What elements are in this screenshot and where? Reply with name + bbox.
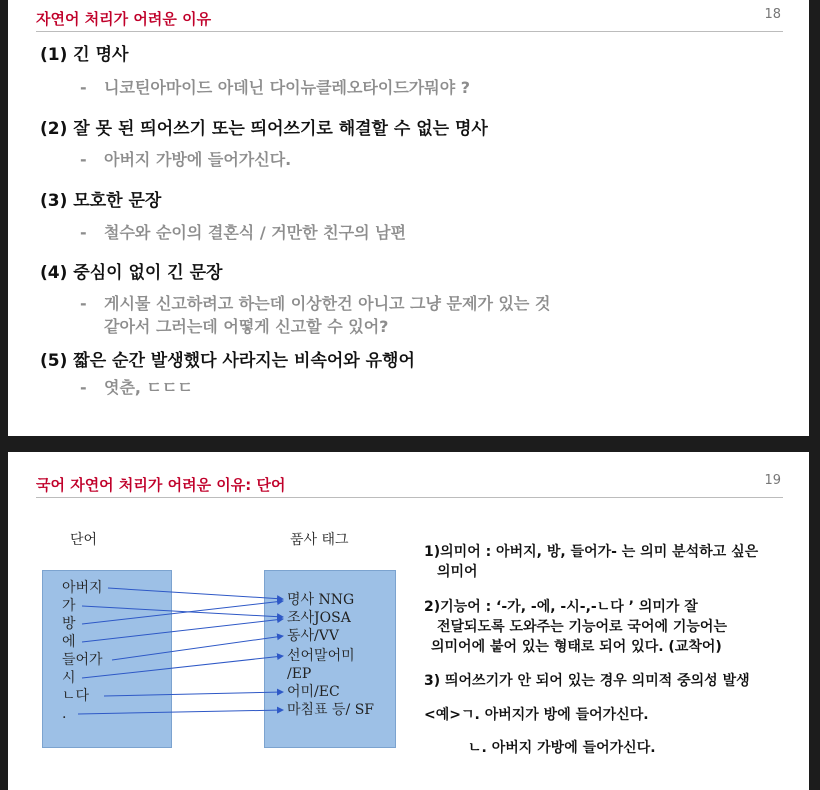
heading-ambiguous: (3) 모호한 문장 (40, 191, 162, 211)
bullet-slang (80, 376, 193, 399)
tag-item: 동사/VV (287, 628, 339, 644)
function-word-line-3: 의미어에 붙어 있는 형태로 되어 있다. (교착어) (431, 639, 722, 655)
meaning-word-line-1: 1)의미어 : 아버지, 방, 들어가- 는 의미 분석하고 싶은 (424, 544, 759, 560)
word-item: 방 (62, 616, 76, 632)
tag-item: 어미/EC (287, 684, 340, 700)
word-item: . (62, 706, 67, 722)
function-word-line-2: 전달되도록 도와주는 기능어로 국어에 기능어는 (437, 619, 727, 635)
example-line-1: <예>ㄱ. 아버지가 방에 들어가신다. (424, 707, 649, 723)
tag-column-label: 품사 태그 (290, 532, 349, 548)
dash-marker: - (80, 223, 87, 242)
heading-slang: (5) 짧은 순간 발생했다 사라지는 비속어와 유행어 (40, 351, 415, 371)
slide-title: 자연어 처리가 어려운 이유 (36, 10, 212, 28)
heading-long-noun: (1) 긴 명사 (40, 45, 129, 65)
bullet-text-continued: 같아서 그러는데 어떻게 신고할 수 있어? (104, 317, 389, 336)
arrow-word-noun (108, 588, 283, 599)
slide-19 (8, 452, 809, 790)
bullet-ambiguous (80, 221, 406, 244)
dash-marker: - (80, 294, 87, 313)
dash-marker: - (80, 78, 87, 97)
word-item: 들어가 (62, 652, 103, 668)
word-item: 에 (62, 634, 76, 650)
page-number: 19 (764, 473, 781, 488)
slide-title: 국어 자연어 처리가 어려운 이유: 단어 (36, 476, 286, 494)
arrow-deureoga-verb (112, 636, 283, 660)
tag-item: 조사JOSA (287, 610, 351, 626)
bullet-long-sentence (80, 292, 550, 338)
arrow-ga-josa (82, 606, 283, 617)
word-item: 가 (62, 598, 76, 614)
bullet-spacing (80, 148, 291, 171)
bullet-text: 게시물 신고하려고 하는데 이상한건 아니고 그냥 문제가 있는 것 (104, 294, 551, 313)
heading-long-sentence: (4) 중심이 없이 긴 문장 (40, 263, 223, 283)
bullet-text: 엿춘, ㄷㄷㄷ (104, 378, 193, 397)
word-item: 시 (62, 670, 76, 686)
arrow-e-josa (82, 619, 283, 642)
arrow-bang-noun (82, 601, 283, 624)
arrow-si-ep (82, 656, 283, 678)
arrow-nda-ec (104, 692, 283, 696)
tag-item: /EP (287, 666, 312, 682)
bullet-text: 철수와 순이의 결혼식 / 거만한 친구의 남편 (104, 223, 407, 242)
title-divider (36, 31, 783, 32)
tag-item: 마침표 등/ SF (287, 702, 375, 718)
tag-item: 선어말어미 (287, 648, 355, 664)
bullet-text: 아버지 가방에 들어가신다. (104, 150, 292, 169)
word-column-label: 단어 (70, 532, 98, 548)
heading-spacing: (2) 잘 못 된 띄어쓰기 또는 띄어쓰기로 해결할 수 없는 명사 (40, 119, 488, 139)
dash-marker: - (80, 378, 87, 397)
word-item: 아버지 (62, 580, 103, 596)
example-line-2: ㄴ. 아버지 가방에 들어가신다. (468, 740, 656, 756)
tag-item: 명사 NNG (287, 592, 355, 608)
spacing-ambiguity-line: 3) 띄어쓰기가 안 되어 있는 경우 의미적 중의성 발생 (424, 673, 750, 689)
slide-18 (8, 0, 809, 436)
arrow-period-sf (78, 710, 283, 714)
bullet-text: 니코틴아마이드 아데닌 다이뉴클레오타이드가뭐야 ? (104, 78, 471, 97)
meaning-word-line-2: 의미어 (437, 564, 478, 580)
page-number: 18 (764, 7, 781, 22)
bullet-long-noun (80, 76, 470, 99)
word-item: ㄴ다 (62, 688, 90, 704)
function-word-line-1: 2)기능어 : ‘-가, -에, -시-,-ㄴ다 ’ 의미가 잘 (424, 599, 698, 615)
dash-marker: - (80, 150, 87, 169)
